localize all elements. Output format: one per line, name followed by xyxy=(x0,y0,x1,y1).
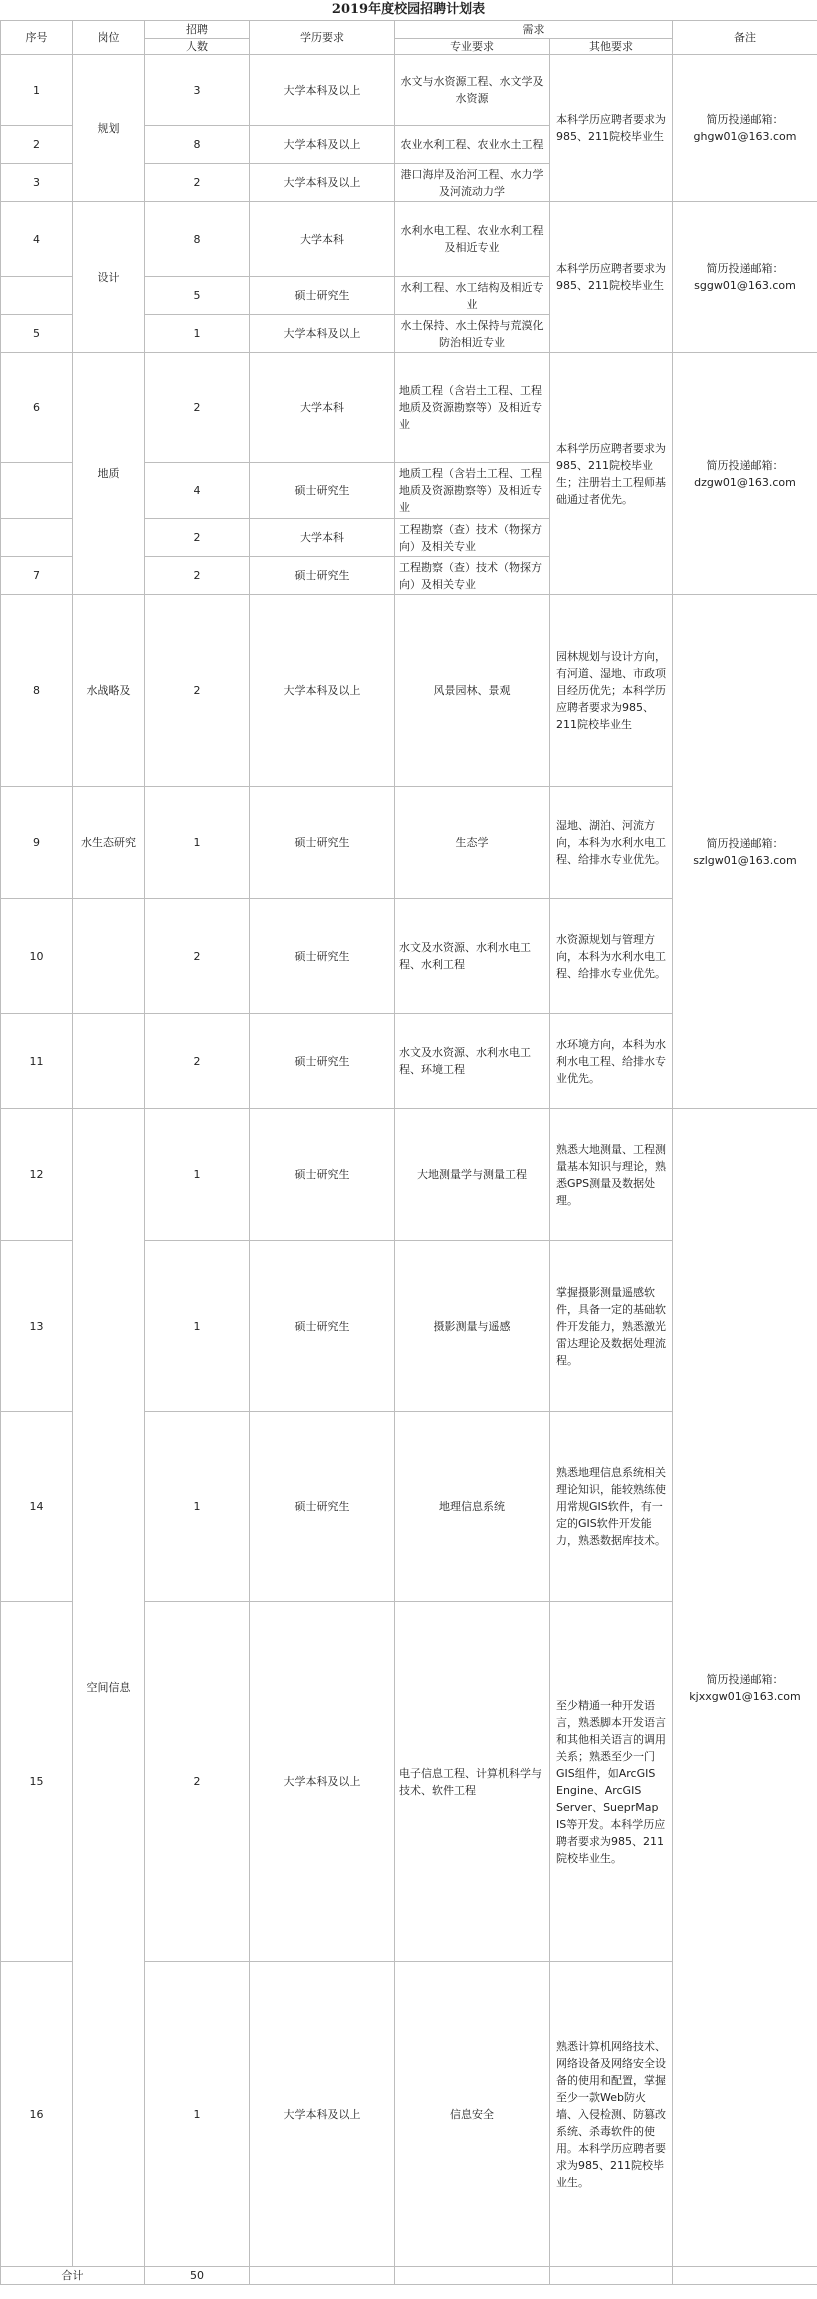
position-cell-empty xyxy=(73,1014,145,1109)
position-cell: 水生态研究 xyxy=(73,787,145,899)
major-cell: 水文及水资源、水利水电工程、水利工程 xyxy=(395,899,550,1014)
education-cell: 大学本科 xyxy=(250,519,395,557)
count-cell: 2 xyxy=(145,557,250,595)
remark-cell: 简历投递邮箱：ghgw01@163.com xyxy=(673,55,817,202)
education-cell: 硕士研究生 xyxy=(250,899,395,1014)
total-empty xyxy=(250,2267,395,2285)
major-cell: 农业水利工程、农业水土工程 xyxy=(395,126,550,164)
position-cell: 设计 xyxy=(73,202,145,353)
count-cell: 2 xyxy=(145,1014,250,1109)
education-cell: 硕士研究生 xyxy=(250,1412,395,1602)
position-cell: 空间信息 xyxy=(73,1109,145,2267)
table-row xyxy=(1,595,817,787)
education-cell: 大学本科及以上 xyxy=(250,126,395,164)
major-cell: 地理信息系统 xyxy=(395,1412,550,1602)
count-cell: 8 xyxy=(145,202,250,277)
recruitment-table xyxy=(0,20,817,2285)
table-row xyxy=(1,353,817,463)
education-cell: 硕士研究生 xyxy=(250,1014,395,1109)
major-cell: 工程勘察（查）技术（物探方向）及相关专业 xyxy=(395,519,550,557)
major-cell: 生态学 xyxy=(395,787,550,899)
header-remark: 备注 xyxy=(673,21,817,55)
count-cell: 8 xyxy=(145,126,250,164)
major-cell: 地质工程（含岩土工程、工程地质及资源勘察等）及相近专业 xyxy=(395,353,550,463)
count-cell: 1 xyxy=(145,1241,250,1412)
education-cell: 硕士研究生 xyxy=(250,463,395,519)
count-cell: 4 xyxy=(145,463,250,519)
other-req-cell: 本科学历应聘者要求为985、211院校毕业生 xyxy=(550,55,673,202)
count-cell: 1 xyxy=(145,1412,250,1602)
seq-cell: 11 xyxy=(1,1014,73,1109)
header-education: 学历要求 xyxy=(250,21,395,55)
count-cell: 2 xyxy=(145,1602,250,1962)
education-cell: 大学本科及以上 xyxy=(250,1602,395,1962)
other-req-cell: 园林规划与设计方向，有河道、湿地、市政项目经历优先；本科学历应聘者要求为985、211院校毕业生 xyxy=(550,595,673,787)
total-value: 50 xyxy=(145,2267,250,2285)
other-req-cell: 熟悉大地测量、工程测量基本知识与理论，熟悉GPS测量及数据处理。 xyxy=(550,1109,673,1241)
position-cell: 地质 xyxy=(73,353,145,595)
position-cell: 水战略及 xyxy=(73,595,145,787)
seq-cell: 13 xyxy=(1,1241,73,1412)
position-cell: 规划 xyxy=(73,55,145,202)
seq-cell: 6 xyxy=(1,353,73,463)
major-cell: 水土保持、水土保持与荒漠化防治相近专业 xyxy=(395,315,550,353)
table-row xyxy=(1,1109,817,1241)
remark-cell: 简历投递邮箱：dzgw01@163.com xyxy=(673,353,817,595)
seq-cell: 3 xyxy=(1,164,73,202)
other-req-cell: 至少精通一种开发语言，熟悉脚本开发语言和其他相关语言的调用关系；熟悉至少一门GIS组件，如ArcGIS Engine、ArcGIS Server、SueprMap IS等开发。本科学历应聘者要求为985、211院校毕业生。 xyxy=(550,1602,673,1962)
count-cell: 2 xyxy=(145,595,250,787)
header-other: 其他要求 xyxy=(550,39,673,55)
education-cell: 硕士研究生 xyxy=(250,557,395,595)
seq-cell: 4 xyxy=(1,202,73,277)
major-cell: 港口海岸及治河工程、水力学及河流动力学 xyxy=(395,164,550,202)
total-label: 合计 xyxy=(1,2267,145,2285)
count-cell: 1 xyxy=(145,1962,250,2267)
education-cell: 大学本科及以上 xyxy=(250,55,395,126)
other-req-cell: 本科学历应聘者要求为985、211院校毕业生；注册岩土工程师基础通过者优先。 xyxy=(550,353,673,595)
other-req-cell: 熟悉计算机网络技术、网络设备及网络安全设备的使用和配置，掌握至少一款Web防火墙、入侵检测、防篡改系统、杀毒软件的使用。本科学历应聘者要求为985、211院校毕业生。 xyxy=(550,1962,673,2267)
other-req-cell: 掌握摄影测量遥感软件，具备一定的基础软件开发能力，熟悉激光雷达理论及数据处理流程。 xyxy=(550,1241,673,1412)
header-major: 专业要求 xyxy=(395,39,550,55)
education-cell: 大学本科 xyxy=(250,353,395,463)
seq-cell: 9 xyxy=(1,787,73,899)
header-seq: 序号 xyxy=(1,21,73,55)
seq-cell xyxy=(1,463,73,519)
count-cell: 5 xyxy=(145,277,250,315)
remark-cell: 简历投递邮箱：szlgw01@163.com xyxy=(673,595,817,1109)
count-cell: 1 xyxy=(145,787,250,899)
seq-cell: 15 xyxy=(1,1602,73,1962)
table-row xyxy=(1,202,817,277)
major-cell: 水文与水资源工程、水文学及水资源 xyxy=(395,55,550,126)
count-cell: 1 xyxy=(145,315,250,353)
other-req-cell: 湿地、湖泊、河流方向，本科为水利水电工程、给排水专业优先。 xyxy=(550,787,673,899)
table-row xyxy=(1,55,817,126)
major-cell: 地质工程（含岩土工程、工程地质及资源勘察等）及相近专业 xyxy=(395,463,550,519)
education-cell: 大学本科 xyxy=(250,202,395,277)
total-row xyxy=(1,2267,817,2285)
count-cell: 2 xyxy=(145,519,250,557)
seq-cell: 2 xyxy=(1,126,73,164)
total-empty xyxy=(673,2267,817,2285)
major-cell: 大地测量学与测量工程 xyxy=(395,1109,550,1241)
education-cell: 大学本科及以上 xyxy=(250,1962,395,2267)
major-cell: 信息安全 xyxy=(395,1962,550,2267)
count-cell: 1 xyxy=(145,1109,250,1241)
major-cell: 水利水电工程、农业水利工程及相近专业 xyxy=(395,202,550,277)
education-cell: 大学本科及以上 xyxy=(250,315,395,353)
education-cell: 大学本科及以上 xyxy=(250,595,395,787)
remark-cell: 简历投递邮箱：kjxxgw01@163.com xyxy=(673,1109,817,2267)
major-cell: 工程勘察（查）技术（物探方向）及相关专业 xyxy=(395,557,550,595)
major-cell: 风景园林、景观 xyxy=(395,595,550,787)
other-req-cell: 熟悉地理信息系统相关理论知识，能较熟练使用常规GIS软件，有一定的GIS软件开发能力，熟悉数据库技术。 xyxy=(550,1412,673,1602)
total-empty xyxy=(395,2267,550,2285)
other-req-cell: 水环境方向，本科为水利水电工程、给排水专业优先。 xyxy=(550,1014,673,1109)
education-cell: 大学本科及以上 xyxy=(250,164,395,202)
seq-cell: 5 xyxy=(1,315,73,353)
seq-cell xyxy=(1,519,73,557)
seq-cell: 12 xyxy=(1,1109,73,1241)
other-req-cell: 本科学历应聘者要求为985、211院校毕业生 xyxy=(550,202,673,353)
seq-cell: 14 xyxy=(1,1412,73,1602)
major-cell: 摄影测量与遥感 xyxy=(395,1241,550,1412)
total-empty xyxy=(550,2267,673,2285)
count-cell: 2 xyxy=(145,899,250,1014)
position-cell-empty xyxy=(73,899,145,1014)
header-position: 岗位 xyxy=(73,21,145,55)
seq-cell: 1 xyxy=(1,55,73,126)
count-cell: 2 xyxy=(145,164,250,202)
remark-cell: 简历投递邮箱：sggw01@163.com xyxy=(673,202,817,353)
header-demand: 需求 xyxy=(395,21,673,39)
major-cell: 水利工程、水工结构及相近专业 xyxy=(395,277,550,315)
count-cell: 3 xyxy=(145,55,250,126)
count-cell: 2 xyxy=(145,353,250,463)
education-cell: 硕士研究生 xyxy=(250,1241,395,1412)
seq-cell xyxy=(1,277,73,315)
major-cell: 水文及水资源、水利水电工程、环境工程 xyxy=(395,1014,550,1109)
education-cell: 硕士研究生 xyxy=(250,787,395,899)
header-row-top xyxy=(1,21,817,39)
education-cell: 硕士研究生 xyxy=(250,277,395,315)
education-cell: 硕士研究生 xyxy=(250,1109,395,1241)
table-title: 2019年度校园招聘计划表 xyxy=(331,2,486,17)
seq-cell: 16 xyxy=(1,1962,73,2267)
seq-cell: 10 xyxy=(1,899,73,1014)
seq-cell: 8 xyxy=(1,595,73,787)
header-recruit-top: 招聘 xyxy=(145,21,250,39)
major-cell: 电子信息工程、计算机科学与技术、软件工程 xyxy=(395,1602,550,1962)
seq-cell: 7 xyxy=(1,557,73,595)
other-req-cell: 水资源规划与管理方向，本科为水利水电工程、给排水专业优先。 xyxy=(550,899,673,1014)
header-recruit-bottom: 人数 xyxy=(145,39,250,55)
